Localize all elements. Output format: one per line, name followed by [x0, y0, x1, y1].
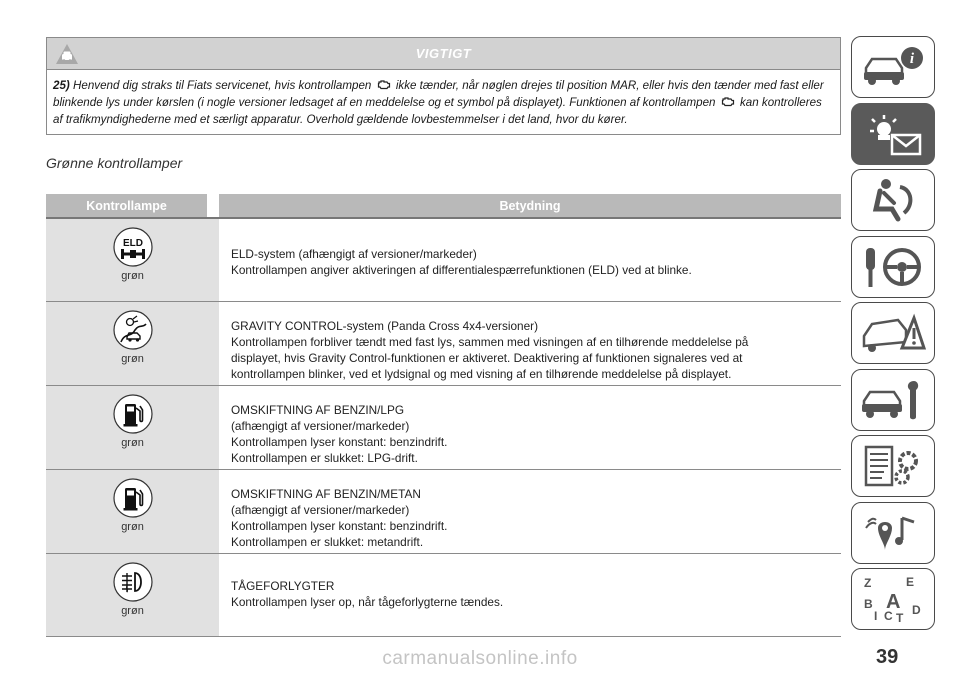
- meaning-line: ELD-system (afhængigt af versioner/markeder): [231, 247, 477, 261]
- meaning-line: Kontrollampen lyser konstant: benzindrift.: [231, 435, 448, 449]
- gravity-control-icon: [113, 310, 153, 350]
- index-letter: B: [864, 597, 873, 611]
- meaning-cell: [231, 302, 841, 385]
- meaning-line: (afhængigt af versioner/markeder): [231, 503, 410, 517]
- svg-text:i: i: [909, 51, 915, 67]
- meaning-line: OMSKIFTNING AF BENZIN/LPG: [231, 403, 405, 417]
- meaning-line: Kontrollampen er slukket: LPG-drift.: [231, 451, 418, 465]
- meaning-line: displayet, hvis Gravity Control-funktionen er aktiveret. Deaktivering af funktionen signaleres ved at: [231, 351, 743, 365]
- meaning-line: (afhængigt af versioner/markeder): [231, 419, 410, 433]
- nav-car-info[interactable]: [851, 36, 935, 98]
- index-letter: D: [912, 603, 921, 617]
- index-letter: E: [906, 575, 915, 589]
- car-info-icon: [858, 42, 928, 92]
- nav-warning-lights[interactable]: [851, 103, 935, 165]
- meaning-line: GRAVITY CONTROL-system (Panda Cross 4x4-versioner): [231, 319, 539, 333]
- nav-multimedia[interactable]: [851, 502, 935, 564]
- warning-text-part-2: ikke tænder, når nøglen drejes til position MAR, eller hvis den tænder med fast eller blinkende lys under kørslen (i nogle versioner ledsaget af en meddelelse og et symbol på displayet). Funktionen af kontrollampen: [53, 79, 824, 109]
- lamp-cell: [46, 386, 219, 469]
- warning-title: VIGTIGT: [415, 46, 472, 61]
- car-wrench-icon: [858, 375, 928, 425]
- meaning-line: TÅGEFORLYGTER: [231, 579, 335, 593]
- header-meaning: Betydning: [499, 198, 561, 213]
- table-row: [46, 302, 841, 386]
- eld-icon: [113, 227, 153, 267]
- meaning-line: OMSKIFTNING AF BENZIN/METAN: [231, 487, 421, 501]
- meaning-cell: [231, 470, 841, 553]
- header-lamp: Kontrollampe: [46, 194, 219, 217]
- svg-text:ELD: ELD: [122, 238, 143, 249]
- key-steering-icon: [858, 242, 928, 292]
- nav-index[interactable]: [851, 568, 935, 630]
- lamp-color-label: grøn: [121, 521, 144, 533]
- warning-text-part-1: Henvend dig straks til Fiats servicenet, hvis kontrollampen: [73, 79, 372, 92]
- lamp-cell: [46, 470, 219, 553]
- meaning-line: Kontrollampen er slukket: metandrift.: [231, 535, 424, 549]
- index-letter: I: [874, 609, 878, 623]
- lamp-cell: [46, 219, 219, 301]
- index-letters-icon: [858, 574, 928, 624]
- fuel-pump-icon: [113, 394, 153, 434]
- meaning-line: Kontrollampen lyser konstant: benzindrift.: [231, 519, 448, 533]
- specs-gears-icon: [858, 441, 928, 491]
- meaning-cell: [231, 219, 841, 301]
- lamp-color-label: grøn: [121, 353, 144, 365]
- side-navigation: [851, 36, 935, 635]
- lamp-color-label: grøn: [121, 270, 144, 282]
- table-row: [46, 470, 841, 554]
- meaning-line: Kontrollampen lyser op, når tågeforlygterne tændes.: [231, 595, 504, 609]
- nav-safety[interactable]: [851, 169, 935, 231]
- table-row: [46, 386, 841, 470]
- meaning-cell: [231, 554, 841, 636]
- multimedia-icon: [858, 508, 928, 558]
- indicator-table: [46, 194, 841, 637]
- section-title: Grønne kontrollamper: [46, 155, 183, 171]
- meaning-cell: [231, 386, 841, 469]
- seat-airbag-icon: [858, 175, 928, 225]
- lamp-cell: [46, 302, 219, 385]
- engine-check-icon: [721, 96, 735, 107]
- watermark: carmanualsonline.info: [382, 648, 578, 669]
- nav-emergency[interactable]: [851, 302, 935, 364]
- warning-number: 25): [53, 79, 70, 92]
- index-letter: Z: [864, 576, 872, 590]
- lamp-color-label: grøn: [121, 605, 144, 617]
- nav-maintenance[interactable]: [851, 369, 935, 431]
- nav-starting-driving[interactable]: [851, 236, 935, 298]
- meaning-line: Kontrollampen forbliver tændt med fast lys, sammen med visningen af en tilhørende meddelelse på: [231, 335, 749, 349]
- fuel-pump-icon: [113, 478, 153, 518]
- page-number: 39: [876, 646, 899, 668]
- table-header: [46, 194, 841, 219]
- warning-text: [47, 70, 840, 134]
- lamp-cell: [46, 554, 219, 636]
- lamp-color-label: grøn: [121, 437, 144, 449]
- warning-header: [47, 38, 840, 70]
- table-row: [46, 554, 841, 637]
- warning-box: [46, 37, 841, 135]
- car-warning-icon: [858, 308, 928, 358]
- meaning-line: kontrollampen blinker, ved et lydsignal og med visning af en tilhørende meddelelse på displayet.: [231, 367, 732, 381]
- meaning-line: Kontrollampen angiver aktiveringen af differentialespærrefunktionen (ELD) ved at blinke.: [231, 263, 692, 277]
- warning-light-icon: [858, 109, 928, 159]
- index-letter: C: [884, 609, 893, 623]
- table-row: [46, 219, 841, 302]
- index-letter: A: [886, 591, 901, 613]
- fog-light-icon: [113, 562, 153, 602]
- nav-technical-data[interactable]: [851, 435, 935, 497]
- engine-check-icon: [377, 79, 391, 90]
- index-letter: T: [896, 611, 904, 624]
- warning-text-part-3: kan kontrolleres af trafikmyndighederne med et særligt apparatur. Overhold gældende lovbestemmelser i det land, hvor du kører.: [53, 96, 822, 126]
